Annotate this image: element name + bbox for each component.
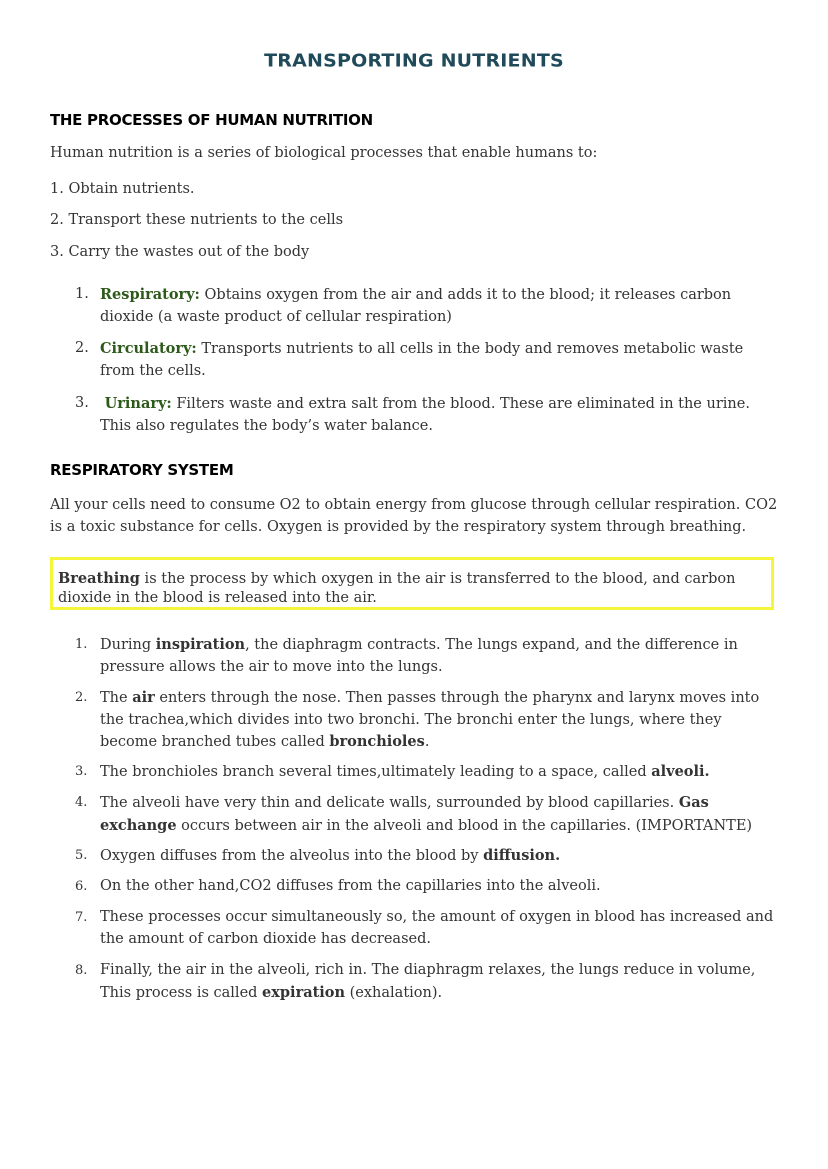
system-name: Circulatory: [100, 340, 197, 357]
system-description: Filters waste and extra salt from the blood. These are eliminated in the urine. This also regulates the body’s water balance. [100, 396, 750, 434]
list-number: 8. [75, 963, 88, 978]
list-number: 7. [75, 910, 88, 925]
text-part: . [424, 734, 430, 750]
text-part: (exhalation). [345, 984, 443, 1001]
bold-term: bronchioles [329, 733, 425, 750]
breathing-definition-box [50, 557, 774, 610]
list-number: 5. [75, 848, 88, 863]
list-number: 2. [75, 690, 88, 705]
section-heading-nutrition: THE PROCESSES OF HUMAN NUTRITION [50, 111, 373, 129]
bold-term: inspiration [155, 636, 246, 653]
bold-term: Gas exchange [100, 794, 709, 834]
list-number: 1. [75, 286, 89, 302]
bold-term: expiration [262, 983, 346, 1001]
list-number: 1. [75, 637, 88, 652]
list-number: 2. [75, 340, 89, 356]
step-1: 1. Obtain nutrients. [50, 181, 195, 197]
breathing-definition: is the process by which oxygen in the air is transferred to the blood, and carbon dioxide in the blood is released into the air. [58, 571, 736, 606]
list-number: 4. [75, 795, 88, 810]
text-part: enters through the nose. Then passes through the pharynx and larynx moves into the trachea,which divides into two bronchi. The bronchi enter the lungs, where they become branched tubes called [100, 690, 760, 750]
system-name: Urinary: [104, 395, 172, 412]
text-part: On the other hand,CO2 diffuses from the capillaries into the alveoli. [100, 878, 601, 894]
text-part: These processes occur simultaneously so, the amount of oxygen in blood has increased and the amount of carbon dioxide has decreased. [100, 909, 774, 947]
text-part: Finally, the air in the alveoli, rich in. The diaphragm relaxes, the lungs reduce in volume, This process is called [100, 962, 756, 1001]
list-number: 6. [75, 879, 88, 894]
bold-term: air [132, 689, 155, 706]
nutrition-intro: Human nutrition is a series of biological processes that enable humans to: [50, 145, 598, 161]
system-description: Transports nutrients to all cells in the body and removes metabolic waste from the cells. [100, 341, 744, 379]
system-name: Respiratory: [100, 286, 200, 303]
system-description: Obtains oxygen from the air and adds it to the blood; it releases carbon dioxide (a waste product of cellular respiration) [100, 287, 732, 325]
step-3: 3. Carry the wastes out of the body [50, 244, 310, 260]
page-title: TRANSPORTING NUTRIENTS [264, 50, 564, 72]
text-part: Oxygen diffuses from the alveolus into the blood by [100, 848, 484, 864]
text-part: , the diaphragm contracts. The lungs expand, and the difference in pressure allows the air to move into the lungs. [100, 637, 738, 675]
text-part: The [100, 690, 133, 706]
bold-term: alveoli. [651, 763, 710, 780]
step-2: 2. Transport these nutrients to the cells [50, 212, 344, 228]
list-number: 3. [75, 395, 89, 411]
list-number: 3. [75, 764, 88, 779]
breathing-term: Breathing [58, 570, 140, 587]
bold-term: diffusion. [483, 847, 561, 864]
text-part: The bronchioles branch several times,ultimately leading to a space, called [100, 764, 652, 780]
text-part: The alveoli have very thin and delicate walls, surrounded by blood capillaries. [100, 795, 679, 811]
text-part: occurs between air in the alveoli and blood in the capillaries. (IMPORTANTE) [176, 817, 753, 834]
respiratory-intro: All your cells need to consume O2 to obtain energy from glucose through cellular respiration. CO2 is a toxic substance for cells. Oxygen is provided by the respiratory system through breathing. [50, 497, 778, 535]
section-heading-respiratory: RESPIRATORY SYSTEM [50, 461, 234, 479]
text-part: During [100, 637, 156, 653]
